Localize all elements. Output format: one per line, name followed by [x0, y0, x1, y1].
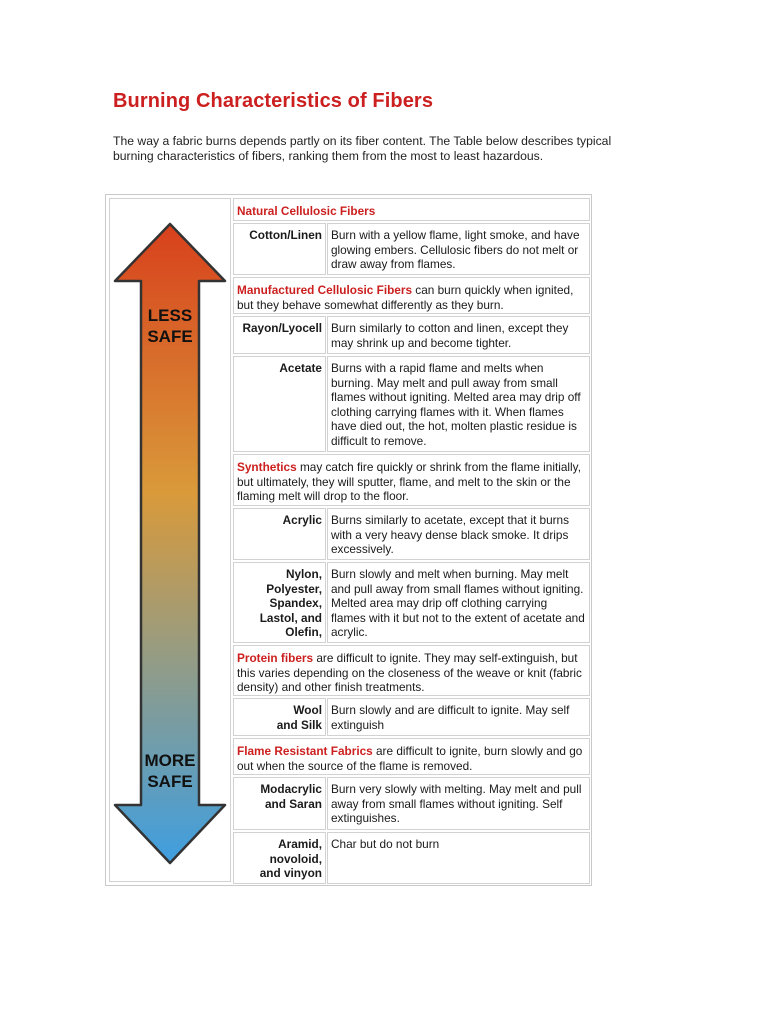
more-safe-label: MORE SAFE: [144, 751, 196, 791]
fiber-label-aramid-novoloid-vinyon: Aramid, novoloid, and vinyon: [233, 832, 326, 884]
intro-paragraph: The way a fabric burns depends partly on its fiber content. The Table below describes typical burning characteristics of fibers, ranking them from the most to least hazardous.: [113, 134, 612, 163]
safety-arrow-panel: [109, 198, 231, 882]
fiber-label-cotton-linen: Cotton/Linen: [233, 223, 326, 275]
fiber-desc-wool-silk: Burn slowly and are difficult to ignite. May self extinguish: [327, 698, 590, 736]
fiber-desc-nylon-polyester: Burn slowly and melt when burning. May melt and pull away from small flames without igniting. Melted area may drip off clothing carrying flames with it but not to the extent of acetate and acrylic.: [327, 562, 590, 643]
section-header-natural-cellulosic: Natural Cellulosic Fibers: [233, 198, 590, 221]
fiber-desc-cotton-linen: Burn with a yellow flame, light smoke, and have glowing embers. Cellulosic fibers do not melt or draw away from flames.: [327, 223, 590, 275]
fiber-desc-modacrylic-saran: Burn very slowly with melting. May melt and pull away from small flames without igniting. Self extinguishes.: [327, 777, 590, 830]
fiber-desc-acrylic: Burns similarly to acetate, except that it burns with a very heavy dense black smoke. It drips excessively.: [327, 508, 590, 560]
less-safe-label: LESS SAFE: [147, 306, 193, 346]
section-header-protein-fibers: Protein fibers are difficult to ignite. They may self-extinguish, but this varies depending on the closeness of the weave or knit (fabric density) and other finish treatments.: [233, 645, 590, 696]
fiber-label-acrylic: Acrylic: [233, 508, 326, 560]
fiber-label-nylon-polyester: Nylon, Polyester, Spandex, Lastol, and Olefin,: [233, 562, 326, 643]
fiber-desc-aramid-novoloid-vinyon: Char but do not burn: [327, 832, 590, 884]
fiber-desc-acetate: Burns with a rapid flame and melts when burning. May melt and pull away from small flames without igniting. Melted area may drip off clothing carrying flames with it. When flames have died out, the hot, molten plastic residue is difficult to remove.: [327, 356, 590, 452]
section-header-synthetics: Synthetics may catch fire quickly or shrink from the flame initially, but ultimately, they will sputter, flame, and melt to the skin or the flaming melt will drop to the floor.: [233, 454, 590, 506]
fiber-label-acetate: Acetate: [233, 356, 326, 452]
page-title: Burning Characteristics of Fibers: [113, 90, 434, 112]
section-header-flame-resistant: Flame Resistant Fabrics are difficult to ignite, burn slowly and go out when the source of the flame is removed.: [233, 738, 590, 775]
fiber-table: [105, 194, 592, 886]
section-header-manufactured-cellulosic: Manufactured Cellulosic Fibers can burn quickly when ignited, but they behave somewhat differently as they burn.: [233, 277, 590, 314]
fiber-label-modacrylic-saran: Modacrylic and Saran: [233, 777, 326, 830]
fiber-label-wool-silk: Wool and Silk: [233, 698, 326, 736]
fiber-label-rayon-lyocell: Rayon/Lyocell: [233, 316, 326, 354]
fiber-desc-rayon-lyocell: Burn similarly to cotton and linen, except they may shrink up and become tighter.: [327, 316, 590, 354]
